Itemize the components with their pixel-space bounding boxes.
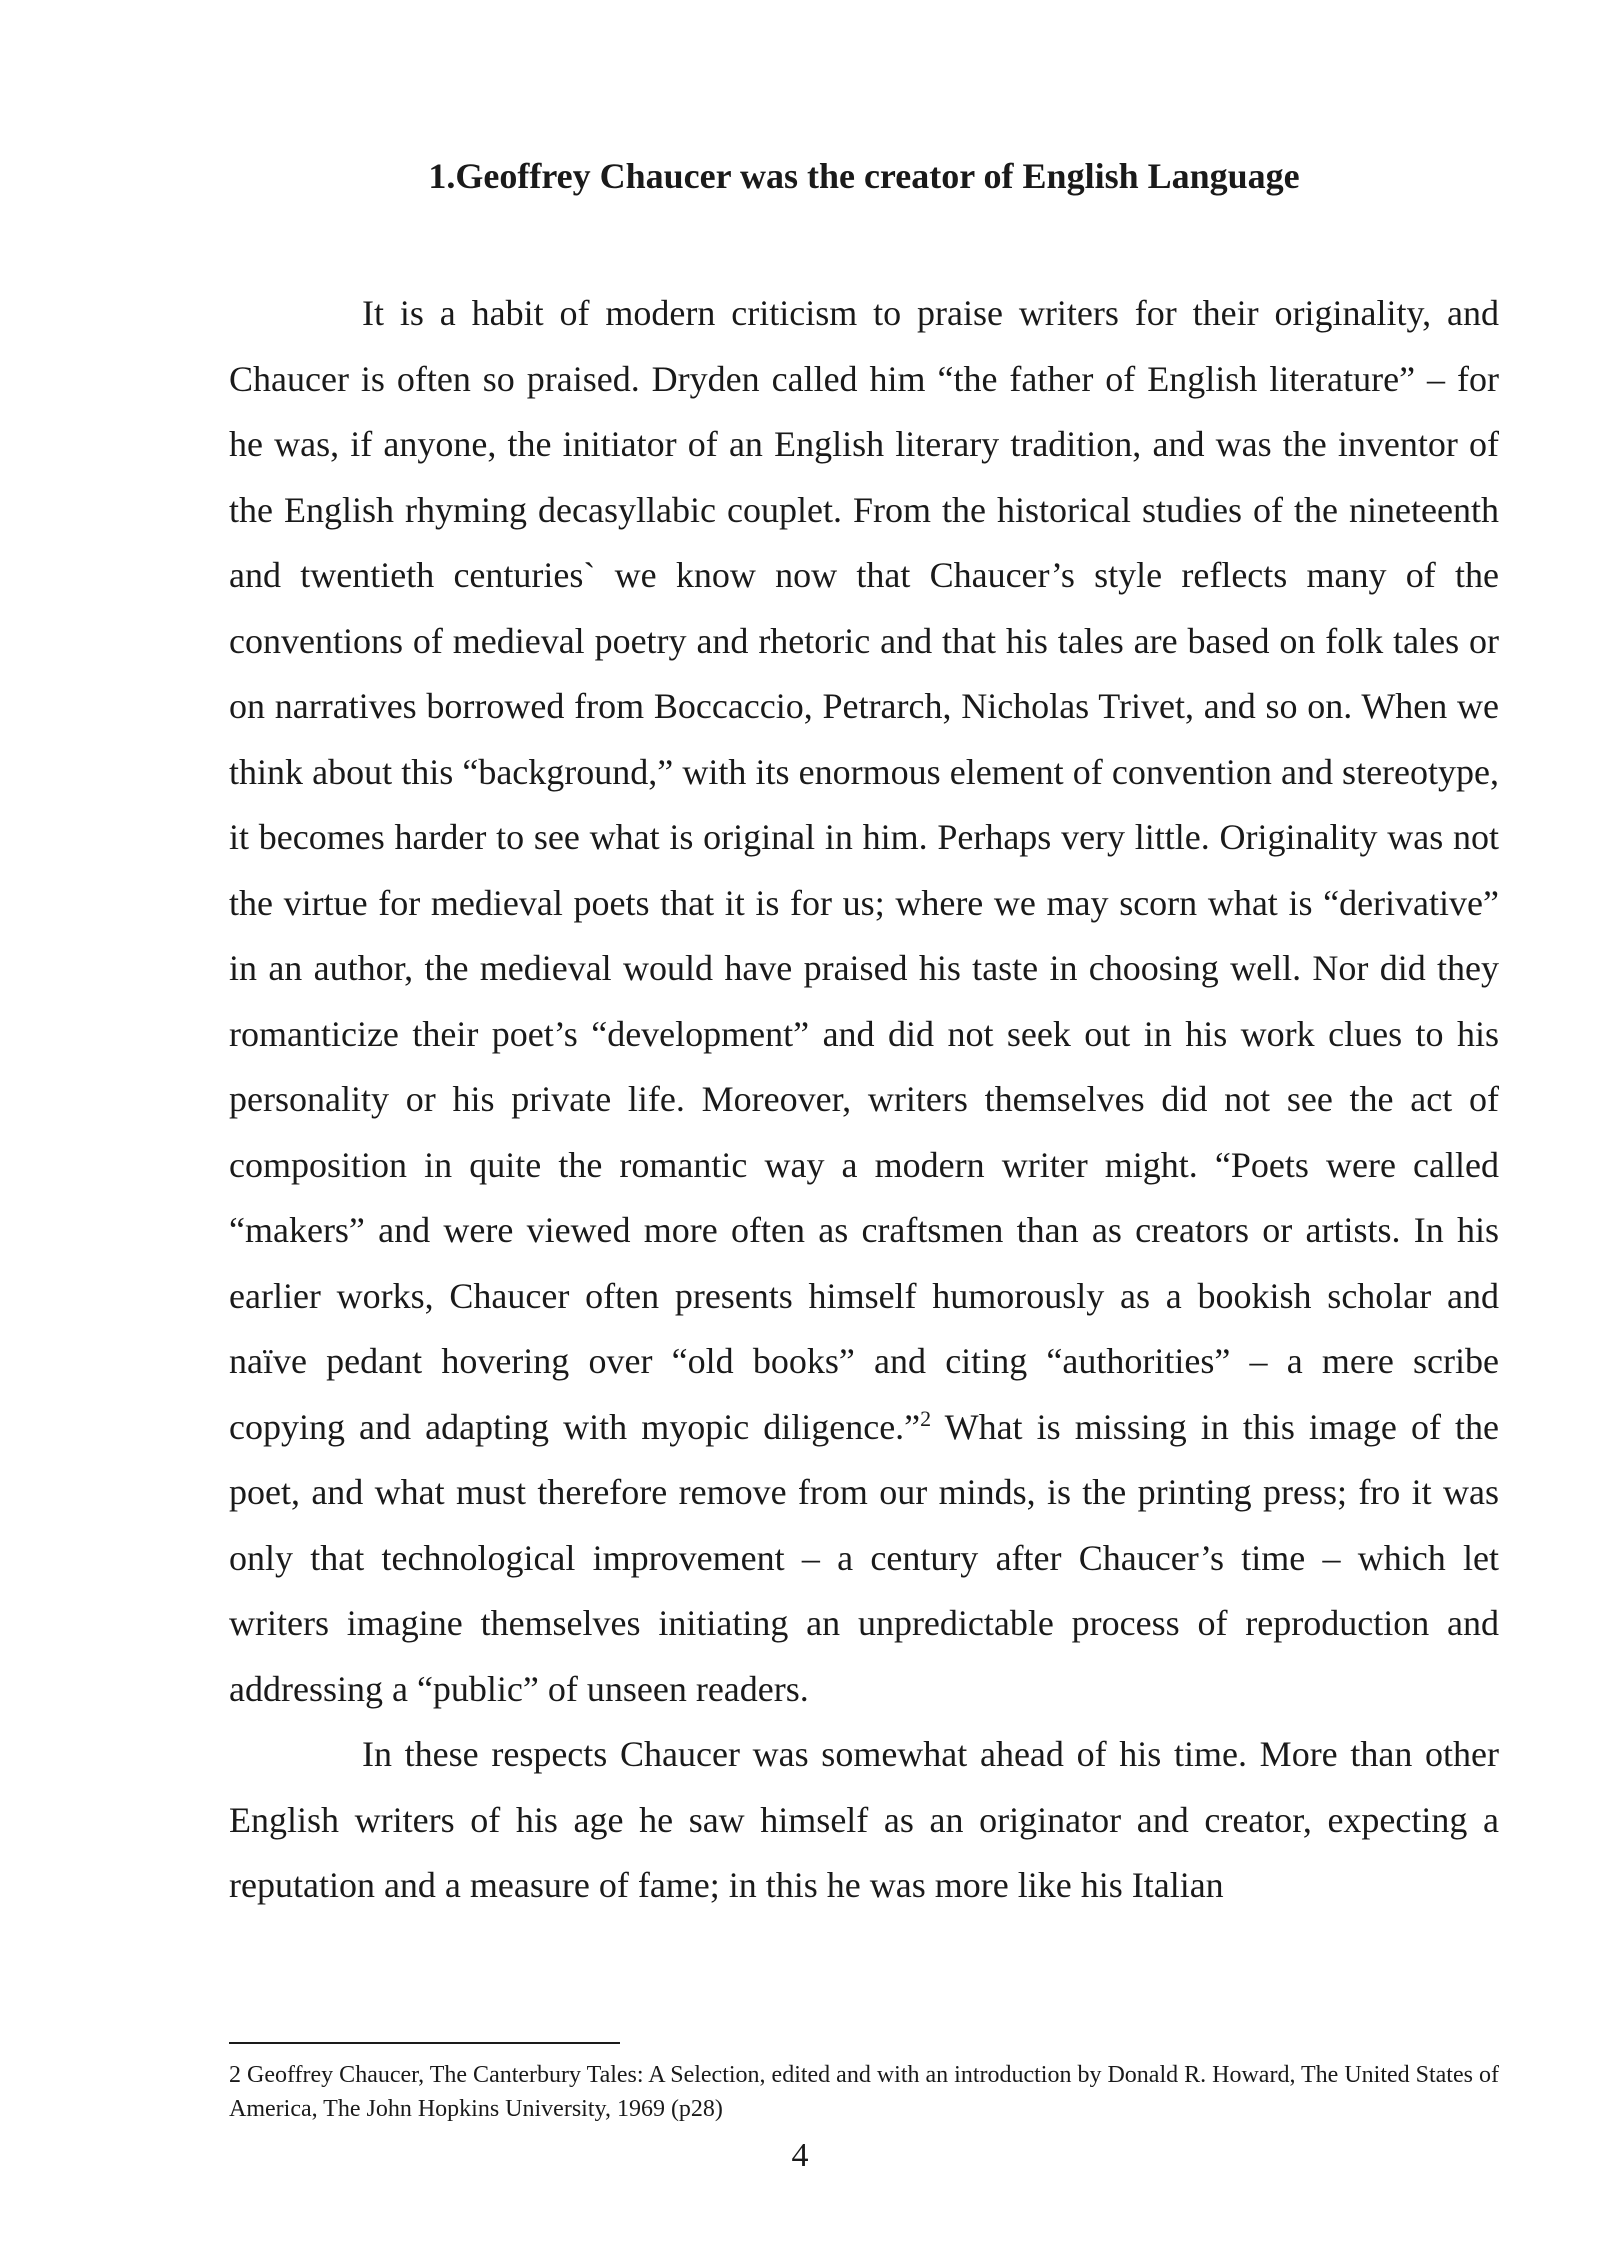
paragraph-2: In these respects Chaucer was somewhat ahead of his time. More than other English writers of his age he saw himself as an originator and creator, expecting a reputation and a measure of fame; in this he was more like his Italian: [229, 1734, 1499, 1905]
footnote: 2 Geoffrey Chaucer, The Canterbury Tales: A Selection, edited and with an introduction by Donald R. Howard, The United States of America, The John Hopkins University, 1969 (p28): [229, 2062, 1499, 2122]
footnote-separator: [229, 2042, 620, 2044]
body-text: [229, 281, 1499, 1919]
paragraph-1-text: It is a habit of modern criticism to praise writers for their originality, and Chaucer is often so praised. Dryden called him “the father of English literature” – for he was, if anyone, the initiator of an English literary tradition, and was the inventor of the English rhyming decasyllabic couplet. From the historical studies of the nineteenth and twentieth centuries` we know now that Chaucer’s style reflects many of the conventions of medieval poetry and rhetoric and that his tales are based on folk tales or on narratives borrowed from Boccaccio, Petrarch, Nicholas Trivet, and so on. When we think about this “background,” with its enormous element of convention and stereotype, it becomes harder to see what is original in him. Perhaps very little. Originality was not the virtue for medieval poets that it is for us; where we may scorn what is “derivative” in an author, the medieval would have praised his taste in choosing well. Nor did they romanticize their poet’s “development” and did not seek out in his work clues to his personality or his private life. Moreover, writers themselves did not see the act of composition in quite the romantic way a modern writer might. “Poets were called “makers” and were viewed more often as craftsmen than as creators or artists. In his earlier works, Chaucer often presents himself humorously as a bookish scholar and naïve pedant hovering over “old books” and citing “authorities” – a mere scribe copying and adapting with myopic diligence.”: [229, 293, 1499, 1447]
footnote-reference: 2: [920, 1405, 932, 1431]
page-number: 4: [791, 2137, 809, 2174]
paragraph-1-continued-text: What is missing in this image of the poet, and what must therefore remove from our minds, is the printing press; fro it was only that technological improvement – a century after Chaucer’s time – which let writers imagine themselves initiating an unpredictable process of reproduction and addressing a “public” of unseen readers.: [229, 1406, 1500, 1709]
section-title: 1.Geoffrey Chaucer was the creator of English Language: [428, 156, 1300, 196]
paragraph-1: [229, 281, 1499, 1722]
